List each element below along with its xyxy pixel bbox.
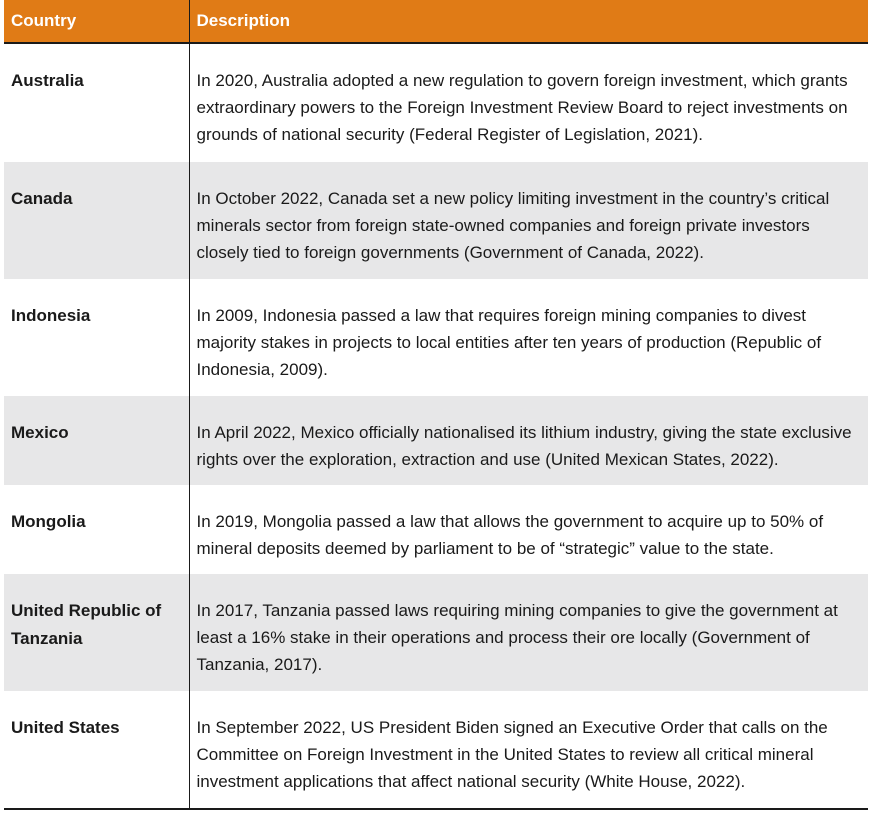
country-cell: Indonesia (4, 279, 189, 396)
country-cell: Canada (4, 162, 189, 279)
description-cell: In 2019, Mongolia passed a law that allows the government to acquire up to 50% of mineral deposits deemed by parliament to be of “strategic” value to the state. (196, 512, 824, 558)
table-row (4, 396, 868, 485)
table-row (4, 43, 868, 162)
table-row (4, 574, 868, 691)
policy-table (4, 0, 868, 810)
country-cell: United Republic of Tanzania (4, 574, 189, 691)
country-cell: Australia (4, 43, 189, 162)
description-cell: In October 2022, Canada set a new policy limiting investment in the country’s critical minerals sector from foreign state-owned companies and foreign private investors closely tied to foreign governments (Government of Canada, 2022). (189, 162, 868, 279)
description-cell: In September 2022, US President Biden signed an Executive Order that calls on the Committee on Foreign Investment in the United States to review all critical mineral investment applications that affect national security (White House, 2022). (189, 691, 868, 809)
table-row (4, 279, 868, 396)
description-cell: In April 2022, Mexico officially nationalised its lithium industry, giving the state exclusive rights over the exploration, extraction and use (United Mexican States, 2022). (189, 396, 868, 485)
country-cell: Mongolia (4, 485, 189, 574)
header-row (4, 0, 868, 43)
description-cell: In 2020, Australia adopted a new regulation to govern foreign investment, which grants extraordinary powers to the Foreign Investment Review Board to reject investments on grounds of national security (Federal Register of Legislation, 2021). (196, 71, 848, 144)
table-row (4, 691, 868, 809)
table-body (4, 43, 868, 809)
table-row (4, 485, 868, 574)
column-header-description: Description (189, 0, 868, 43)
country-cell: Mexico (4, 396, 189, 485)
description-cell: In 2009, Indonesia passed a law that requires foreign mining companies to divest majority stakes in projects to local entities after ten years of production (Republic of Indonesia, 2009). (196, 306, 822, 379)
description-cell: In 2017, Tanzania passed laws requiring mining companies to give the government at least a 16% stake in their operations and process their ore locally (Government of Tanzania, 2017). (189, 574, 868, 691)
table-header (4, 0, 868, 43)
table-row (4, 162, 868, 279)
country-cell: United States (4, 691, 189, 809)
column-header-country: Country (4, 0, 189, 43)
